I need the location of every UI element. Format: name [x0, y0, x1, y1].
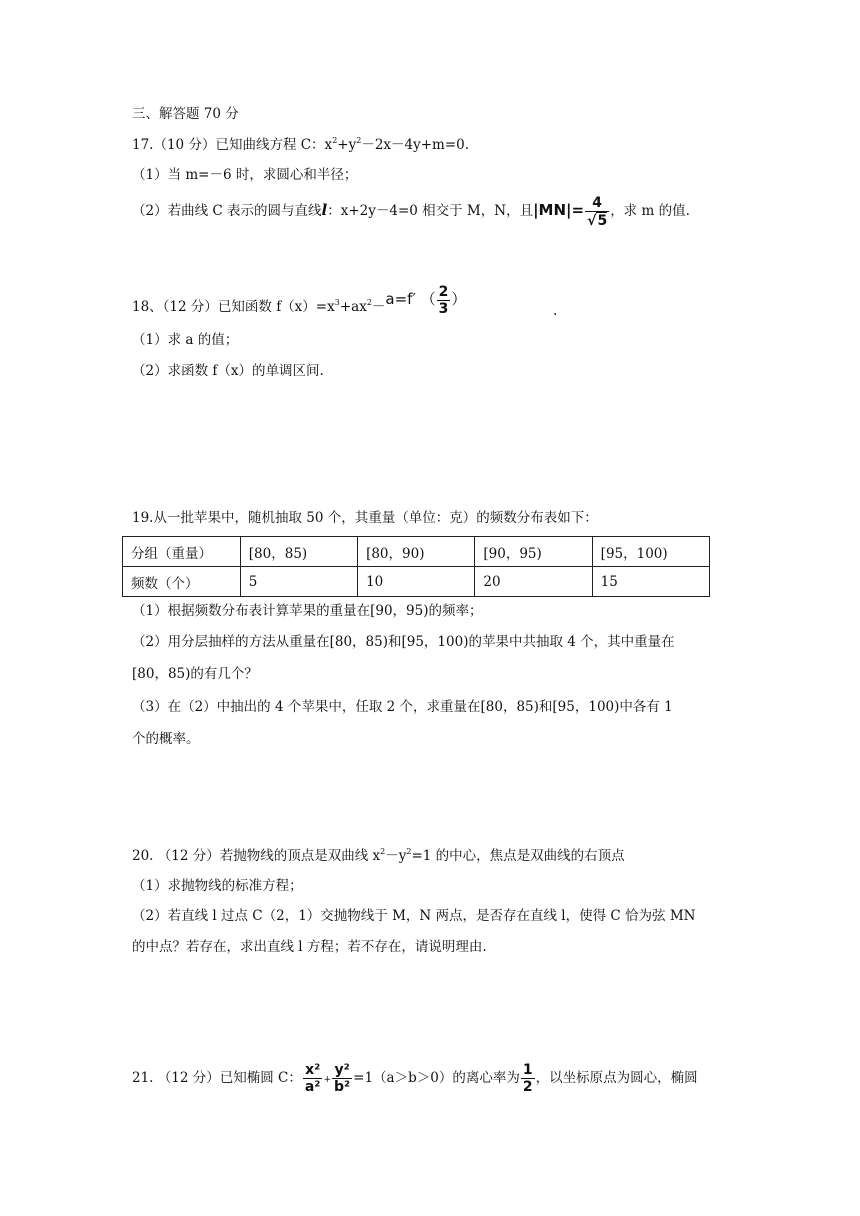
q17-sup2: 2	[356, 136, 362, 145]
q20-part2-line1: （2）若直线 l 过点 C（2，1）交抛物线于 M，N 两点，是否存在直线 l，使得 C 恰为弦 MN	[132, 908, 696, 924]
q18-fraction	[437, 284, 451, 317]
table-cell: [80，90)	[358, 537, 475, 567]
q20-stem-suffix: =1 的中心，焦点是双曲线的右顶点	[411, 848, 625, 864]
q17-part1: （1）当 m=－6 时，求圆心和半径；	[132, 167, 358, 183]
table-cell: 10	[358, 567, 475, 597]
q19-part2-line1: （2）用分层抽样的方法从重量在[80，85)和[95，100)的苹果中共抽取 4 个，其中重量在	[132, 634, 675, 650]
q17-stem-mid2: －2x－4y+m=0.	[361, 137, 470, 153]
q17-fraction	[585, 195, 609, 229]
q20-part1: （1）求抛物线的标准方程；	[132, 878, 303, 894]
q17-part2-suffix: ，求 m 的值.	[610, 203, 690, 219]
q21-stem	[132, 1058, 698, 1100]
q18-part2: （2）求函数 f（x）的单调区间.	[132, 363, 324, 379]
q18-stem-minus: －	[371, 299, 386, 315]
q17-part2-prefix: （2）若曲线 C 表示的圆与直线	[132, 203, 322, 219]
q18-formula-close: ）	[451, 290, 467, 308]
q18-frac-denominator: 3	[438, 301, 449, 317]
q21-frac-e-denominator: 2	[522, 1079, 533, 1095]
q17-abs-mn: |MN|=	[533, 201, 585, 219]
q21-frac-y-denominator: b²	[334, 1079, 351, 1095]
q21-plus: +	[323, 1075, 331, 1085]
q19-stem: 19.从一批苹果中，随机抽取 50 个，其重量（单位：克）的频数分布表如下：	[132, 510, 598, 526]
q18-sup2: 2	[366, 298, 372, 307]
q21-frac-y-numerator: y²	[332, 1062, 352, 1079]
q21-frac-e-numerator: 1	[522, 1062, 533, 1078]
q18-frac-numerator: 2	[438, 284, 449, 300]
q20-sup1: 2	[380, 847, 386, 856]
q21-stem-prefix: 21. （12 分）已知椭圆 C：	[132, 1070, 302, 1086]
q17-part2	[132, 192, 690, 229]
table-cell: [80，85)	[240, 537, 357, 567]
q17-line-symbol: l	[321, 201, 328, 219]
q21-frac-x	[303, 1062, 323, 1095]
q17-frac-numerator: 4	[585, 195, 609, 212]
q18-sup1: 3	[334, 298, 340, 307]
q19-part2-line2: [80，85)的有几个？	[132, 666, 258, 682]
table-cell: 20	[475, 567, 592, 597]
table-row	[123, 537, 710, 567]
q19-part3-line2: 个的概率。	[132, 731, 200, 747]
q17-stem	[132, 135, 469, 155]
q18-part1: （1）求 a 的值；	[132, 332, 239, 348]
table-cell: [95，100)	[592, 537, 709, 567]
q19-part1: （1）根据频数分布表计算苹果的重量在[90，95)的频率；	[132, 603, 483, 619]
q21-frac-x-denominator: a²	[304, 1079, 321, 1095]
q21-stem-mid: =1（a＞b＞0）的离心率为	[353, 1070, 520, 1086]
q20-part2-line2: 的中点？若存在，求出直线 l 方程；若不存在，请说明理由.	[132, 939, 487, 955]
q18-stem-prefix: 18、（12 分）已知函数 f（x）=x	[132, 299, 335, 315]
q20-stem-prefix: 20. （12 分）若抛物线的顶点是双曲线 x	[132, 848, 381, 864]
table-cell: [90，95)	[475, 537, 592, 567]
q21-stem-suffix: ，以坐标原点为圆心，椭圆	[535, 1070, 698, 1086]
q17-part2-mid: ：x+2y－4=0 相交于 M，N，且	[327, 203, 534, 219]
table-cell: 15	[592, 567, 709, 597]
q17-stem-prefix: 17.（10 分）已知曲线方程 C：x	[132, 137, 333, 153]
q18-stem-mid: +ax	[339, 299, 367, 315]
q17-stem-mid1: +y	[337, 137, 357, 153]
q19-part3-line1: （3）在（2）中抽出的 4 个苹果中，任取 2 个，求重量在[80，85)和[95，100)中各有 1	[132, 699, 673, 715]
q21-frac-e	[521, 1062, 535, 1095]
q17-sup1: 2	[332, 136, 338, 145]
section-title: 三、解答题 70 分	[132, 106, 239, 122]
frequency-table	[122, 536, 710, 597]
q18-period: .	[553, 303, 558, 319]
table-cell: 分组（重量）	[123, 537, 241, 567]
q18-formula: a=f′ （	[385, 290, 436, 308]
q20-stem	[132, 846, 625, 866]
q17-frac-denominator: √5	[587, 212, 608, 229]
table-row	[123, 567, 710, 597]
q21-frac-y	[332, 1062, 352, 1095]
q21-frac-x-numerator: x²	[303, 1062, 323, 1079]
q18-stem	[132, 284, 467, 325]
q20-sup2: 2	[406, 847, 412, 856]
q20-stem-mid: －y	[385, 848, 407, 864]
table-cell: 频数（个）	[123, 567, 241, 597]
table-cell: 5	[240, 567, 357, 597]
